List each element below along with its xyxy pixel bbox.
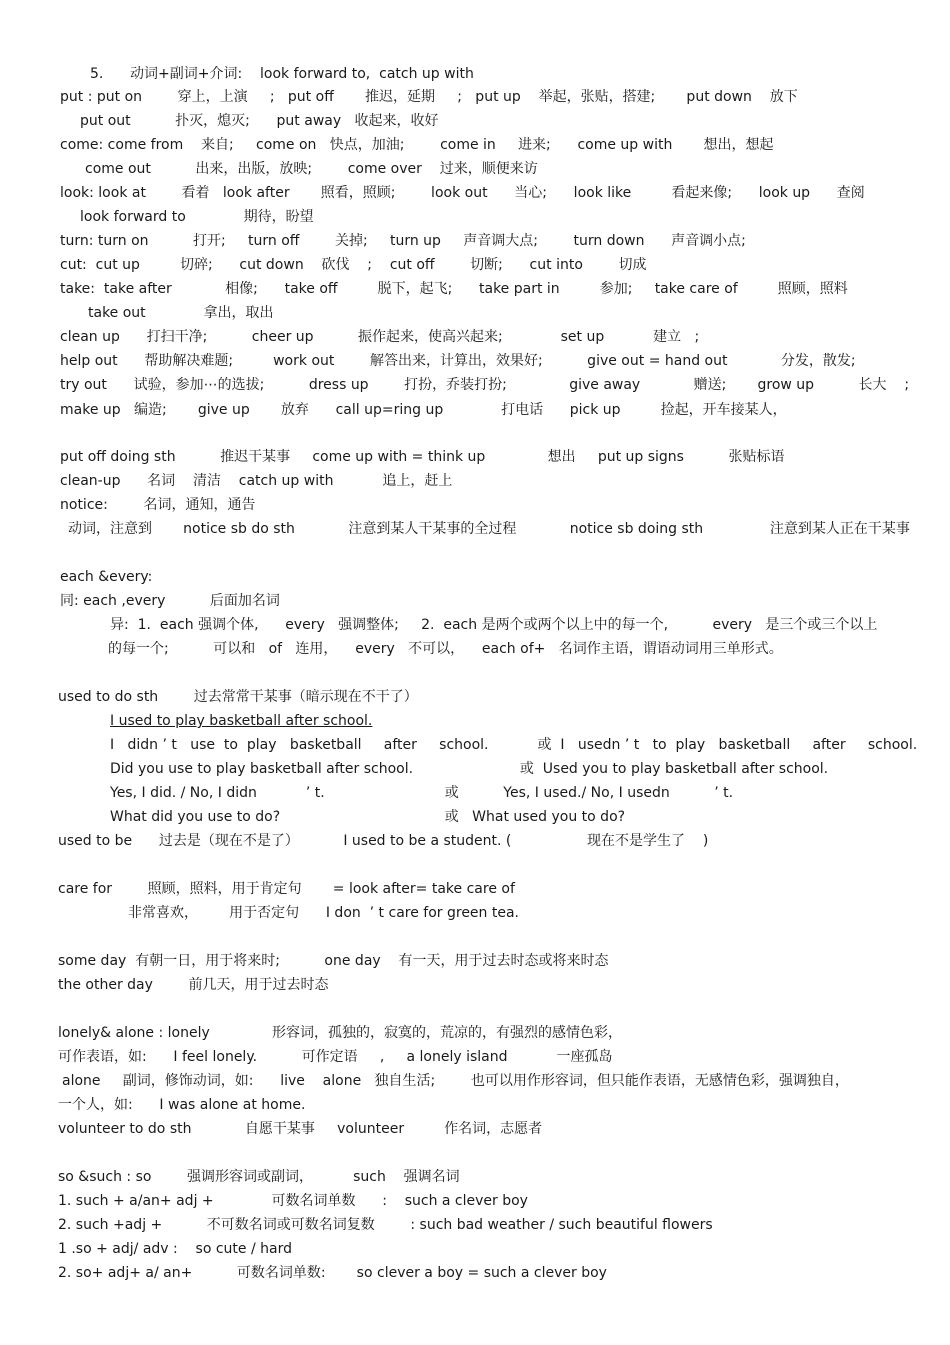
text-line: try out 试验，参加⋯的选拔; dress up 打扮，乔装打扮; give away 赠送; grow up 长大 ; <box>60 377 910 393</box>
section-heading: some day 有朝一日，用于将来时; one day 有一天，用于过去时态或将来时态 <box>58 953 609 969</box>
text-line: come: come from 来自; come on 快点，加油; come in 进来; come up with 想出，想起 <box>60 137 774 153</box>
text-line: put : put on 穿上，上演 ; put off 推迟，延期 ; put up 举起，张贴，搭建; put down 放下 <box>60 89 798 105</box>
text-line: turn: turn on 打开; turn off 关掉; turn up 声音调大点; turn down 声音调小点; <box>60 233 746 249</box>
text-line: 1 .so + adj/ adv : so cute / hard <box>58 1241 292 1257</box>
text-line: 2. such +adj + 不可数名词或可数名词复数 : such bad weather / such beautiful flowers <box>58 1217 713 1233</box>
text-line: notice: 名词，通知，通告 <box>60 497 256 513</box>
text-line: put out 扑灭，熄灭; put away 收起来，收好 <box>80 113 439 129</box>
text-line: volunteer to do sth 自愿干某事 volunteer 作名词，志愿者 <box>58 1121 543 1137</box>
text-line: 动词，注意到 notice sb do sth 注意到某人干某事的全过程 notice sb doing sth 注意到某人正在干某事 <box>68 521 910 537</box>
text-line: 可作表语，如: I feel lonely. 可作定语 , a lonely island 一座孤岛 <box>58 1049 613 1065</box>
example-sentence: Did you use to play basketball after school. 或 Used you to play basketball after school. <box>110 761 829 777</box>
text-line: the other day 前几天，用于过去时态 <box>58 977 329 993</box>
text-line: 的每一个; 可以和 of 连用， every 不可以， each of+ 名词作主语，谓语动词用三单形式。 <box>108 641 783 657</box>
text-line: take: take after 相像; take off 脱下，起飞; take part in 参加; take care of 照顾，照料 <box>60 281 848 297</box>
text-line: take out 拿出，取出 <box>88 305 274 321</box>
text-line: come out 出来，出版，放映; come over 过来，顺便来访 <box>85 161 538 177</box>
text-line: cut: cut up 切碎; cut down 砍伐 ; cut off 切断; cut into 切成 <box>60 257 647 273</box>
example-sentence: What did you use to do? 或 What used you to do? <box>110 809 626 825</box>
example-sentence: I didn ’ t use to play basketball after school. 或 I usedn ’ t to play basketball after school. <box>110 737 918 753</box>
text-line: make up 编造; give up 放弃 call up=ring up 打电话 pick up 捡起，开车接某人， <box>60 402 787 418</box>
text-line: 1. such + a/an+ adj + 可数名词单数 : such a clever boy <box>58 1193 528 1209</box>
section-heading: each &every: <box>60 569 153 585</box>
text-line: 非常喜欢， 用于否定句 I don ’ t care for green tea. <box>128 905 520 921</box>
text-line: look forward to 期待，盼望 <box>80 209 314 225</box>
text-line: look: look at 看着 look after 照看，照顾; look out 当心; look like 看起来像; look up 查阅 <box>60 185 865 201</box>
text-line: used to be 过去是（现在不是了） I used to be a student. ( 现在不是学生了 ) <box>58 833 709 849</box>
text-line: 异: 1. each 强调个体, every 强调整体; 2. each 是两个或两个以上中的每一个, every 是三个或三个以上 <box>110 617 878 633</box>
section-heading: lonely& alone : lonely 形容词，孤独的，寂寞的，荒凉的，有强烈的感情色彩， <box>58 1025 623 1041</box>
example-sentence: Yes, I did. / No, I didn ’ t. 或 Yes, I used./ No, I usedn ’ t. <box>110 785 734 801</box>
section-heading: used to do sth 过去常常干某事（暗示现在不干了） <box>58 689 418 705</box>
text-line: 2. so+ adj+ a/ an+ 可数名词单数: so clever a boy = such a clever boy <box>58 1265 607 1281</box>
text-line: 5. 动词+副词+介词: look forward to, catch up with <box>90 66 474 82</box>
text-line: 一个人，如: I was alone at home. <box>58 1097 306 1113</box>
text-line: put off doing sth 推迟干某事 come up with = think up 想出 put up signs 张贴标语 <box>60 449 785 465</box>
section-heading: care for 照顾，照料，用于肯定句 = look after= take care of <box>58 881 515 897</box>
text-line: alone 副词，修饰动词，如: live alone 独自生活; 也可以用作形容词，但只能作表语，无感情色彩，强调独自， <box>62 1073 849 1089</box>
text-line: clean-up 名词 清洁 catch up with 追上，赶上 <box>60 473 453 489</box>
text-line: 同: each ,every 后面加名词 <box>60 593 280 609</box>
text-line: help out 帮助解决难题; work out 解答出来，计算出，效果好; give out = hand out 分发，散发; <box>60 353 856 369</box>
text-line: clean up 打扫干净; cheer up 振作起来，使高兴起来; set up 建立 ; <box>60 329 700 345</box>
example-sentence: I used to play basketball after school. <box>110 713 373 729</box>
section-heading: so &such : so 强调形容词或副词， such 强调名词 <box>58 1169 460 1185</box>
